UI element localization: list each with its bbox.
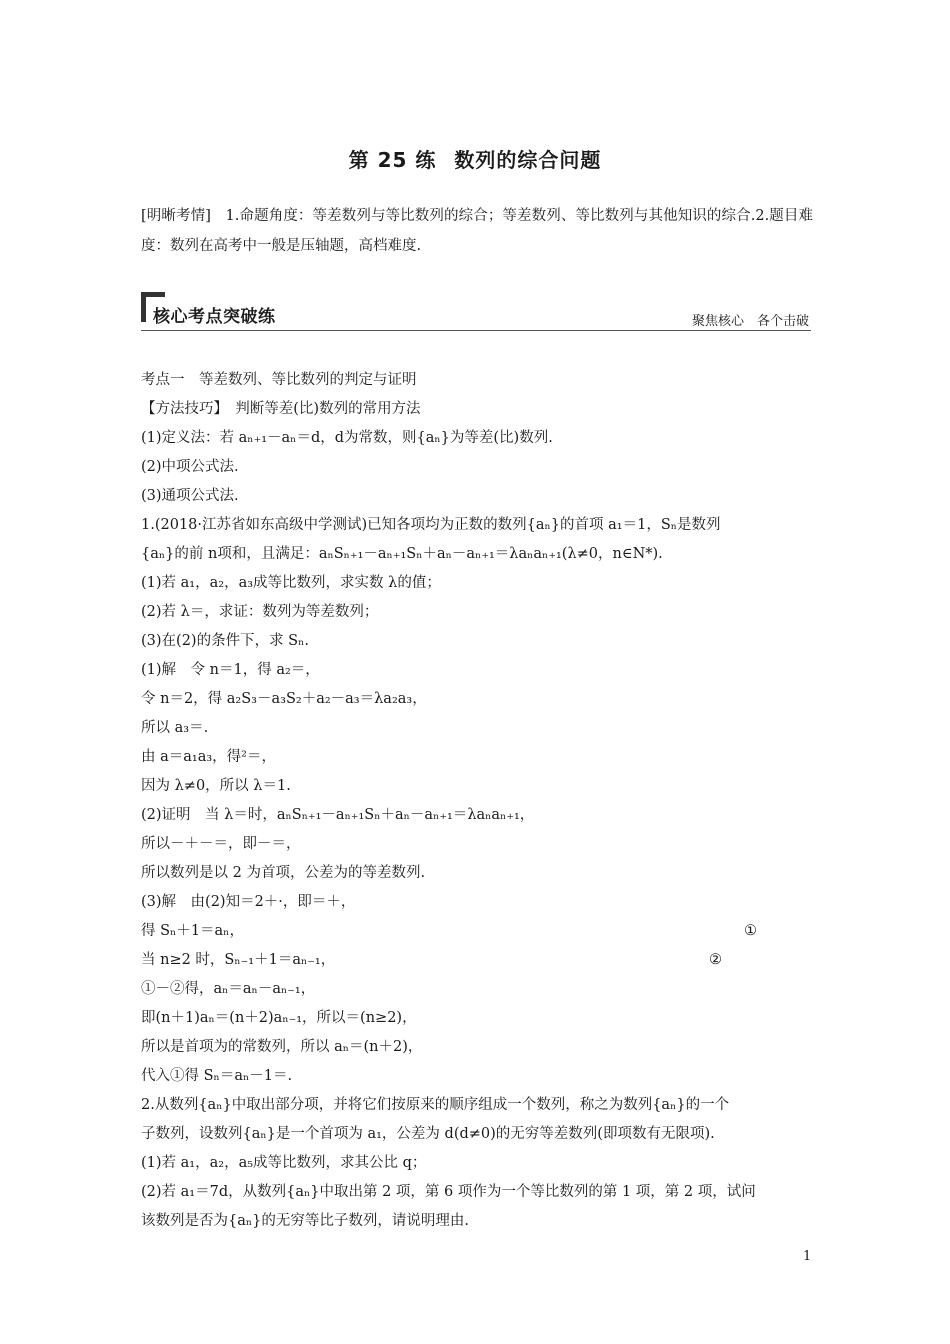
text-line: (3)在(2)的条件下，求 Sₙ. xyxy=(141,633,310,649)
text-line: 代入①得 Sₙ＝aₙ－1＝. xyxy=(141,1068,293,1084)
text-line: 所以－＋－＝，即－＝， xyxy=(141,836,301,852)
text-line: 【方法技巧】 判断等差(比)数列的常用方法 xyxy=(141,401,421,417)
text-line: 子数列，设数列{aₙ}是一个首项为 a₁，公差为 d(d≠0)的无穷等差数列(即项数有无限项). xyxy=(141,1126,715,1142)
text-line: {aₙ}的前 n项和，且满足：aₙSₙ₊₁－aₙ₊₁Sₙ＋aₙ－aₙ₊₁＝λaₙaₙ₊₁(λ≠0，n∈N*). xyxy=(141,546,663,562)
text-line: (3)通项公式法. xyxy=(141,488,239,504)
text-line: 所以数列是以 2 为首项，公差为的等差数列. xyxy=(141,865,426,881)
page-number: 1 xyxy=(803,1249,812,1264)
text-line: (1)若 a₁，a₂，a₃成等比数列，求实数 λ的值； xyxy=(141,575,441,591)
banner-corner-bar xyxy=(141,292,165,297)
section-banner xyxy=(141,292,811,334)
text-line: 即(n＋1)aₙ＝(n＋2)aₙ₋₁，所以＝(n≥2)， xyxy=(141,1010,417,1026)
text-line: 1.(2018·江苏省如东高级中学测试)已知各项均为正数的数列{aₙ}的首项 a₁＝1，Sₙ是数列 xyxy=(141,517,721,533)
title-prefix: 第 25 练 xyxy=(348,148,437,172)
text-line: (1)定义法：若 aₙ₊₁－aₙ＝d，d为常数，则{aₙ}为等差(比)数列. xyxy=(141,430,553,446)
text-line: 得 Sₙ＋1＝aₙ， xyxy=(141,923,244,939)
text-line: 所以是首项为的常数列，所以 aₙ＝(n＋2)， xyxy=(141,1039,423,1055)
banner-heading: 核心考点突破练 xyxy=(153,307,276,327)
text-line: 所以 a₃＝. xyxy=(141,720,209,736)
text-line: (1)若 a₁，a₂，a₅成等比数列，求其公比 q； xyxy=(141,1155,427,1171)
text-line: 考点一 等差数列、等比数列的判定与证明 xyxy=(141,372,417,388)
intro-paragraph: [明晰考情] 1.命题角度：等差数列与等比数列的综合；等差数列、等比数列与其他知识的综合.2.题目难度：数列在高考中一般是压轴题，高档难度. xyxy=(141,208,813,254)
text-line: (1)解 令 n＝1，得 a₂＝， xyxy=(141,662,320,678)
text-line: 该数列是否为{aₙ}的无穷等比子数列，请说明理由. xyxy=(141,1213,469,1229)
equation-line-1 xyxy=(141,917,813,946)
equation-mark-1: ① xyxy=(744,923,757,939)
text-line: 当 n≥2 时，Sₙ₋₁＋1＝aₙ₋₁， xyxy=(141,952,336,968)
text-line: (2)若 a₁＝7d，从数列{aₙ}中取出第 2 项，第 6 项作为一个等比数列的第 1 项，第 2 项，试问 xyxy=(141,1184,756,1200)
text-line: ①－②得，aₙ＝aₙ－aₙ₋₁， xyxy=(141,981,316,997)
text-line: 由 a＝a₁a₃，得²＝， xyxy=(141,749,276,765)
text-line: 令 n＝2，得 a₂S₃－a₃S₂＋a₂－a₃＝λa₂a₃， xyxy=(141,691,427,707)
page-title xyxy=(0,144,950,173)
equation-line-2 xyxy=(141,946,813,975)
text-line: (3)解 由(2)知＝2＋·，即＝＋， xyxy=(141,894,356,910)
text-line: (2)若 λ＝，求证：数列为等差数列； xyxy=(141,604,379,620)
banner-tagline: 聚焦核心 各个击破 xyxy=(691,314,809,329)
title-main: 数列的综合问题 xyxy=(454,148,602,172)
text-line: 2.从数列{aₙ}中取出部分项，并将它们按原来的顺序组成一个数列，称之为数列{aₙ}的一个 xyxy=(141,1097,730,1113)
content-body xyxy=(141,366,813,1236)
equation-mark-2: ② xyxy=(709,952,722,968)
text-line: (2)证明 当 λ＝时，aₙSₙ₊₁－aₙ₊₁Sₙ＋aₙ－aₙ₊₁＝λaₙaₙ₊₁， xyxy=(141,807,535,823)
banner-rule xyxy=(141,330,811,331)
text-line: (2)中项公式法. xyxy=(141,459,239,475)
text-line: 因为 λ≠0，所以 λ＝1. xyxy=(141,778,291,794)
